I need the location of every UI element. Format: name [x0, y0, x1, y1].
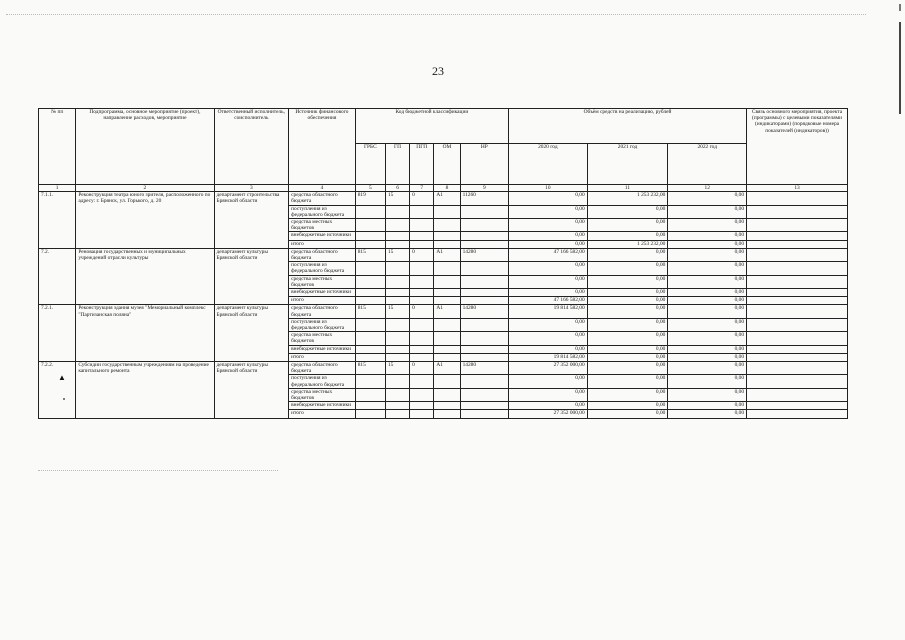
amount-2021: 1 253 232,00	[587, 240, 668, 248]
row-program: Реконструкция театра юного зрителя, расположенного по адресу: г. Брянск, ул. Горького, д. 20	[76, 192, 214, 249]
code-empty	[355, 402, 385, 410]
row-source: средства областного бюджета	[289, 305, 356, 318]
amount-2021: 0,00	[587, 205, 668, 218]
header-np: НР	[460, 144, 508, 185]
code-empty	[460, 262, 508, 275]
header-grbs: ГРБС	[355, 144, 385, 185]
amount-2022: 0,00	[668, 262, 747, 275]
header-link: Связь основного мероприятия, проекта (программы) с целевыми показателями (индикаторами) (порядковые номера показателей (индикаторов))	[747, 109, 848, 185]
code-empty	[434, 345, 460, 353]
code-empty	[355, 410, 385, 418]
code-empty	[385, 232, 409, 240]
code-empty	[434, 297, 460, 305]
code-om: А1	[434, 305, 460, 318]
code-empty	[410, 388, 434, 401]
amount-2020: 0,00	[509, 275, 588, 288]
amount-2021: 0,00	[587, 353, 668, 361]
code-empty	[434, 275, 460, 288]
row-number: 7.2.2.	[39, 361, 76, 418]
amount-2020: 0,00	[509, 345, 588, 353]
code-empty	[460, 353, 508, 361]
amount-2022: 0,00	[668, 240, 747, 248]
code-empty	[355, 353, 385, 361]
row-source: средства местных бюджетов	[289, 332, 356, 345]
code-empty	[460, 410, 508, 418]
code-empty	[410, 232, 434, 240]
amount-2021: 0,00	[587, 248, 668, 261]
code-empty	[410, 275, 434, 288]
code-empty	[434, 232, 460, 240]
code-empty	[355, 332, 385, 345]
header-program: Подпрограмма, основное мероприятие (проект), направление расходов, мероприятие	[76, 109, 214, 185]
link-cell	[747, 361, 848, 374]
row-source: поступления из федерального бюджета	[289, 262, 356, 275]
scan-artifact-tick	[899, 4, 901, 11]
link-cell	[747, 402, 848, 410]
code-gp: 15	[385, 361, 409, 374]
page-number: 23	[432, 64, 444, 78]
row-source: средства местных бюджетов	[289, 219, 356, 232]
link-cell	[747, 388, 848, 401]
amount-2021: 0,00	[587, 388, 668, 401]
code-empty	[410, 332, 434, 345]
amount-2021: 0,00	[587, 262, 668, 275]
code-empty	[410, 353, 434, 361]
code-empty	[460, 275, 508, 288]
link-cell	[747, 205, 848, 218]
code-empty	[434, 219, 460, 232]
code-grbs: 815	[355, 305, 385, 318]
code-np: 14280	[460, 361, 508, 374]
amount-2022: 0,00	[668, 192, 747, 205]
link-cell	[747, 318, 848, 331]
amount-2022: 0,00	[668, 388, 747, 401]
code-om: А1	[434, 192, 460, 205]
code-empty	[355, 205, 385, 218]
amount-2021: 0,00	[587, 345, 668, 353]
code-empty	[410, 297, 434, 305]
header-om: ОМ	[434, 144, 460, 185]
pen-mark: ▲	[58, 373, 66, 382]
amount-2020: 0,00	[509, 262, 588, 275]
amount-2022: 0,00	[668, 205, 747, 218]
row-program: Реконструкция здания музея "Мемориальный комплекс "Партизанская поляна"	[76, 305, 214, 362]
code-empty	[385, 297, 409, 305]
scan-artifact-bottom	[38, 470, 278, 471]
amount-2021: 0,00	[587, 232, 668, 240]
code-empty	[410, 375, 434, 388]
code-empty	[385, 219, 409, 232]
code-empty	[355, 289, 385, 297]
amount-2021: 0,00	[587, 297, 668, 305]
code-empty	[460, 332, 508, 345]
link-cell	[747, 305, 848, 318]
code-empty	[460, 232, 508, 240]
row-responsible: департамент культуры Брянской области	[214, 305, 289, 362]
column-number: 9	[460, 185, 508, 192]
code-empty	[460, 375, 508, 388]
code-empty	[410, 402, 434, 410]
row-source: поступления из федерального бюджета	[289, 375, 356, 388]
amount-2020: 27 352 000,00	[509, 410, 588, 418]
column-number: 12	[668, 185, 747, 192]
row-source: итого	[289, 410, 356, 418]
amount-2021: 0,00	[587, 402, 668, 410]
column-number: 11	[587, 185, 668, 192]
amount-2021: 0,00	[587, 275, 668, 288]
code-empty	[385, 375, 409, 388]
amount-2022: 0,00	[668, 305, 747, 318]
header-responsible: Ответственный исполнитель, соисполнитель	[214, 109, 289, 185]
code-np: 11260	[460, 192, 508, 205]
table-row	[39, 248, 848, 261]
code-empty	[434, 205, 460, 218]
row-source: поступления из федерального бюджета	[289, 318, 356, 331]
column-number: 3	[214, 185, 289, 192]
amount-2022: 0,00	[668, 361, 747, 374]
code-empty	[385, 332, 409, 345]
row-source: средства местных бюджетов	[289, 275, 356, 288]
column-number: 13	[747, 185, 848, 192]
code-empty	[460, 219, 508, 232]
code-empty	[385, 410, 409, 418]
code-empty	[434, 402, 460, 410]
row-source: итого	[289, 240, 356, 248]
code-gp: 15	[385, 192, 409, 205]
amount-2020: 19 814 582,00	[509, 305, 588, 318]
row-responsible: департамент культуры Брянской области	[214, 248, 289, 305]
row-responsible: департамент культуры Брянской области	[214, 361, 289, 418]
header-source: Источник финансового обеспечения	[289, 109, 356, 185]
code-empty	[385, 388, 409, 401]
amount-2020: 0,00	[509, 375, 588, 388]
amount-2021: 0,00	[587, 318, 668, 331]
amount-2020: 19 814 582,00	[509, 353, 588, 361]
amount-2022: 0,00	[668, 345, 747, 353]
code-empty	[410, 289, 434, 297]
column-number: 2	[76, 185, 214, 192]
code-empty	[434, 388, 460, 401]
code-empty	[460, 318, 508, 331]
header-amount: Объём средств на реализацию, рублей	[509, 109, 747, 144]
amount-2020: 0,00	[509, 388, 588, 401]
code-empty	[385, 345, 409, 353]
row-number: 7.1.1.	[39, 192, 76, 249]
link-cell	[747, 232, 848, 240]
code-empty	[410, 318, 434, 331]
column-number: 4	[289, 185, 356, 192]
amount-2020: 0,00	[509, 205, 588, 218]
table-row	[39, 305, 848, 318]
header-2020: 2020 год	[509, 144, 588, 185]
amount-2020: 0,00	[509, 232, 588, 240]
row-number: 7.2.1.	[39, 305, 76, 362]
row-source: средства областного бюджета	[289, 361, 356, 374]
row-source: средства местных бюджетов	[289, 388, 356, 401]
row-source: итого	[289, 353, 356, 361]
code-empty	[434, 289, 460, 297]
code-empty	[385, 205, 409, 218]
code-empty	[385, 353, 409, 361]
code-pgp: 0	[410, 192, 434, 205]
amount-2022: 0,00	[668, 410, 747, 418]
amount-2020: 27 352 000,00	[509, 361, 588, 374]
link-cell	[747, 219, 848, 232]
code-gp: 15	[385, 305, 409, 318]
row-source: итого	[289, 297, 356, 305]
link-cell	[747, 240, 848, 248]
amount-2021: 0,00	[587, 219, 668, 232]
code-om: А1	[434, 361, 460, 374]
code-grbs: 815	[355, 248, 385, 261]
amount-2021: 1 253 232,00	[587, 192, 668, 205]
code-empty	[355, 240, 385, 248]
amount-2020: 0,00	[509, 332, 588, 345]
row-responsible: департамент строительства Брянской области	[214, 192, 289, 249]
column-number: 7	[410, 185, 434, 192]
code-empty	[385, 289, 409, 297]
code-empty	[460, 297, 508, 305]
amount-2021: 0,00	[587, 375, 668, 388]
code-empty	[385, 275, 409, 288]
code-om: А1	[434, 248, 460, 261]
code-empty	[410, 345, 434, 353]
link-cell	[747, 332, 848, 345]
amount-2020: 47 166 582,00	[509, 297, 588, 305]
code-pgp: 0	[410, 305, 434, 318]
amount-2022: 0,00	[668, 375, 747, 388]
code-grbs: 819	[355, 192, 385, 205]
amount-2022: 0,00	[668, 289, 747, 297]
code-empty	[434, 410, 460, 418]
scan-dot	[63, 398, 65, 400]
code-empty	[460, 345, 508, 353]
amount-2022: 0,00	[668, 318, 747, 331]
column-number: 1	[39, 185, 76, 192]
row-source: внебюджетные источники	[289, 345, 356, 353]
code-empty	[355, 345, 385, 353]
code-empty	[355, 262, 385, 275]
amount-2022: 0,00	[668, 297, 747, 305]
link-cell	[747, 353, 848, 361]
row-source: средства областного бюджета	[289, 192, 356, 205]
code-empty	[385, 262, 409, 275]
link-cell	[747, 192, 848, 205]
code-empty	[434, 375, 460, 388]
scan-artifact-edge	[899, 22, 901, 114]
code-pgp: 0	[410, 361, 434, 374]
amount-2022: 0,00	[668, 353, 747, 361]
column-number: 5	[355, 185, 385, 192]
link-cell	[747, 275, 848, 288]
code-empty	[355, 318, 385, 331]
amount-2020: 0,00	[509, 402, 588, 410]
amount-2020: 0,00	[509, 240, 588, 248]
row-program: Субсидии государственным учреждениям на проведение капитального ремонта	[76, 361, 214, 418]
amount-2021: 0,00	[587, 305, 668, 318]
link-cell	[747, 375, 848, 388]
column-number: 8	[434, 185, 460, 192]
code-empty	[434, 240, 460, 248]
budget-table	[38, 108, 848, 419]
amount-2022: 0,00	[668, 219, 747, 232]
code-empty	[460, 289, 508, 297]
code-empty	[410, 219, 434, 232]
header-2021: 2021 год	[587, 144, 668, 185]
link-cell	[747, 410, 848, 418]
table-header	[39, 109, 848, 192]
code-empty	[410, 410, 434, 418]
code-empty	[434, 262, 460, 275]
code-empty	[460, 240, 508, 248]
table-row	[39, 361, 848, 374]
link-cell	[747, 262, 848, 275]
amount-2022: 0,00	[668, 248, 747, 261]
link-cell	[747, 289, 848, 297]
code-empty	[355, 275, 385, 288]
code-grbs: 815	[355, 361, 385, 374]
code-empty	[434, 353, 460, 361]
amount-2020: 0,00	[509, 219, 588, 232]
column-number-row	[39, 185, 848, 192]
column-number: 10	[509, 185, 588, 192]
code-np: 14280	[460, 248, 508, 261]
scan-artifact-top	[6, 14, 866, 15]
amount-2022: 0,00	[668, 232, 747, 240]
code-pgp: 0	[410, 248, 434, 261]
amount-2020: 0,00	[509, 192, 588, 205]
code-empty	[434, 332, 460, 345]
amount-2021: 0,00	[587, 289, 668, 297]
row-source: внебюджетные источники	[289, 402, 356, 410]
table-body	[39, 192, 848, 418]
code-gp: 15	[385, 248, 409, 261]
code-empty	[410, 205, 434, 218]
code-empty	[434, 318, 460, 331]
amount-2021: 0,00	[587, 361, 668, 374]
row-source: поступления из федерального бюджета	[289, 205, 356, 218]
header-gp: ГП	[385, 144, 409, 185]
code-empty	[410, 262, 434, 275]
code-empty	[355, 219, 385, 232]
amount-2021: 0,00	[587, 332, 668, 345]
code-empty	[355, 375, 385, 388]
amount-2020: 47 166 582,00	[509, 248, 588, 261]
row-source: внебюджетные источники	[289, 232, 356, 240]
row-source: средства областного бюджета	[289, 248, 356, 261]
column-number: 6	[385, 185, 409, 192]
header-2022: 2022 год	[668, 144, 747, 185]
link-cell	[747, 248, 848, 261]
amount-2021: 0,00	[587, 410, 668, 418]
amount-2020: 0,00	[509, 318, 588, 331]
code-empty	[355, 388, 385, 401]
table-row	[39, 192, 848, 205]
row-number: 7.2.	[39, 248, 76, 305]
code-empty	[460, 205, 508, 218]
amount-2022: 0,00	[668, 332, 747, 345]
code-empty	[355, 232, 385, 240]
link-cell	[747, 345, 848, 353]
code-empty	[385, 318, 409, 331]
header-num: № пп	[39, 109, 76, 185]
code-empty	[410, 240, 434, 248]
header-pgp: ПГП	[410, 144, 434, 185]
header-budget-code: Код бюджетной классификации	[355, 109, 508, 144]
row-source: внебюджетные источники	[289, 289, 356, 297]
amount-2020: 0,00	[509, 289, 588, 297]
code-np: 14280	[460, 305, 508, 318]
amount-2022: 0,00	[668, 275, 747, 288]
row-program: Реновация государственных и муниципальных учреждений отрасли культуры	[76, 248, 214, 305]
link-cell	[747, 297, 848, 305]
amount-2022: 0,00	[668, 402, 747, 410]
code-empty	[385, 402, 409, 410]
code-empty	[460, 402, 508, 410]
code-empty	[355, 297, 385, 305]
code-empty	[460, 388, 508, 401]
code-empty	[385, 240, 409, 248]
